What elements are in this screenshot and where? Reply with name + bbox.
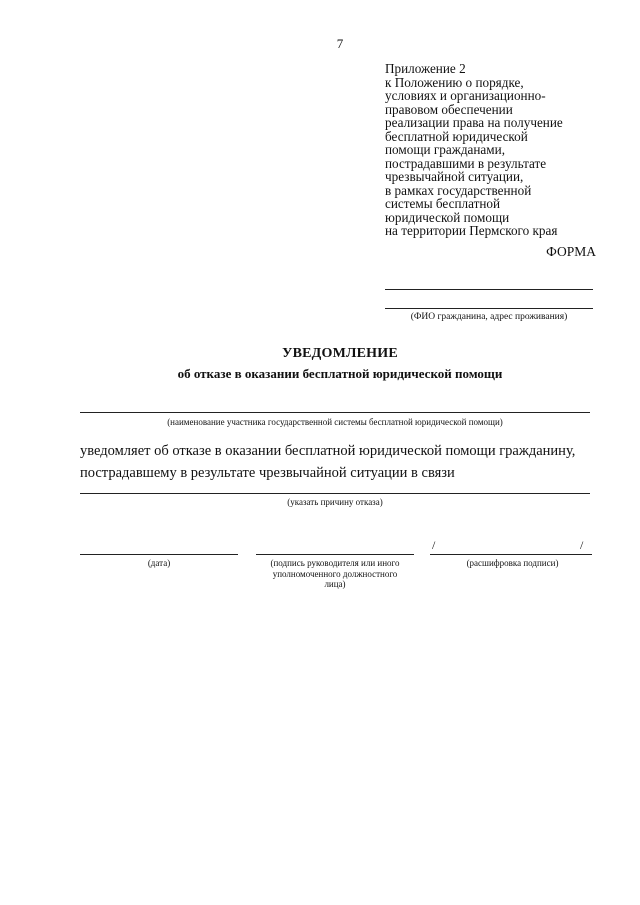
appendix-line: бесплатной юридической	[385, 128, 528, 144]
appendix-line: пострадавшими в результате	[385, 155, 547, 171]
appendix-line: помощи гражданами,	[385, 142, 505, 157]
recipient-line-1[interactable]	[385, 289, 593, 290]
recipient-caption: (ФИО гражданина, адрес проживания)	[410, 312, 568, 322]
appendix-line: к Положению о порядке,	[385, 74, 524, 90]
appendix-line: системы бесплатной	[385, 196, 501, 211]
appendix-line: в рамках государственной	[385, 182, 532, 198]
date-caption: (дата)	[147, 558, 171, 568]
appendix-line: Приложение 2	[385, 61, 466, 76]
appendix-header	[385, 62, 563, 238]
document-title: УВЕДОМЛЕНИЕ	[282, 346, 398, 361]
participant-line[interactable]	[80, 412, 590, 413]
appendix-line: чрезвычайной ситуации,	[385, 169, 524, 184]
reason-caption: (указать причину отказа)	[287, 497, 383, 507]
page-number: 7	[336, 36, 344, 51]
notice-body	[80, 440, 600, 484]
signer-caption-line: уполномоченного должностного	[272, 568, 398, 579]
signature-line[interactable]	[256, 554, 414, 555]
appendix-line: на территории Пермского края	[385, 223, 558, 238]
reason-line[interactable]	[80, 493, 590, 494]
body-line: пострадавшему в результате чрезвычайной ситуации в связи	[80, 465, 455, 481]
document-subtitle: об отказе в оказании бесплатной юридической помощи	[177, 366, 503, 381]
decoding-slash-right: /	[580, 538, 584, 552]
decoding-caption: (расшифровка подписи)	[466, 558, 559, 568]
date-line[interactable]	[80, 554, 238, 555]
appendix-line: правовом обеспечении	[385, 101, 513, 117]
signer-caption-line: лица)	[324, 579, 346, 589]
body-line: уведомляет об отказе в оказании бесплатной юридической помощи гражданину,	[80, 443, 576, 459]
form-label: ФОРМА	[546, 244, 596, 259]
appendix-line: юридической помощи	[385, 209, 510, 225]
decoding-line[interactable]	[430, 554, 592, 555]
appendix-line: условиях и организационно-	[385, 88, 546, 103]
recipient-line-2[interactable]	[385, 308, 593, 309]
decoding-slash-left: /	[432, 538, 436, 552]
signer-caption	[256, 558, 414, 590]
signer-caption-line: (подпись руководителя или иного	[270, 558, 400, 568]
participant-caption: (наименование участника государственной системы бесплатной юридической помощи)	[167, 417, 503, 427]
appendix-line: реализации права на получение	[385, 115, 563, 130]
